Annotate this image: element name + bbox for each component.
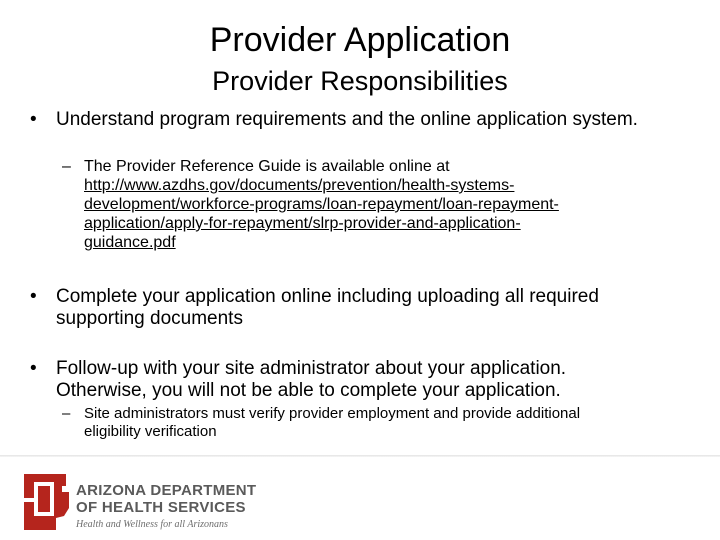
sub-bullet-text-line: Site administrators must verify provider employment and provide additional	[84, 405, 581, 422]
link-line: development/workforce-programs/loan-repayment/loan-repayment-	[84, 196, 559, 213]
bullet-follow-up	[30, 358, 710, 402]
slide-title: Provider Application	[209, 21, 511, 59]
sub-bullet-site-administrators	[62, 405, 712, 445]
org-tagline: Health and Wellness for all Arizonans	[76, 519, 228, 530]
slide-subtitle: Provider Responsibilities	[212, 66, 508, 96]
bullet-marker: •	[30, 286, 37, 307]
org-name-line1: ARIZONA DEPARTMENT	[76, 482, 257, 499]
footer-divider	[0, 455, 720, 457]
bullet-text-line: Follow-up with your site administrator about your application.	[56, 358, 567, 379]
bullet-text-line: supporting documents	[56, 308, 243, 329]
bullet-text: Understand program requirements and the online application system.	[56, 109, 638, 130]
bullet-text-line: Otherwise, you will not be able to complete your application.	[56, 380, 561, 401]
sub-bullet-text: The Provider Reference Guide is available online at	[84, 158, 450, 175]
bullet-text-line: Complete your application online including uploading all required	[56, 286, 599, 307]
bullet-marker: •	[30, 109, 37, 130]
sub-bullet-reference-guide	[62, 157, 712, 257]
link-line: guidance.pdf	[84, 234, 176, 251]
org-name-line2: OF HEALTH SERVICES	[76, 499, 246, 516]
sub-bullet-marker: –	[62, 405, 71, 422]
bullet-marker: •	[30, 358, 37, 379]
link-line: application/apply-for-repayment/slrp-provider-and-application-	[84, 215, 521, 232]
sub-bullet-marker: –	[62, 158, 71, 175]
azdhs-logo-icon	[22, 472, 72, 532]
link-line: http://www.azdhs.gov/documents/prevention/health-systems-	[84, 177, 515, 194]
bullet-understand-requirements	[30, 109, 710, 131]
sub-bullet-text-line: eligibility verification	[84, 423, 217, 440]
reference-guide-link[interactable]	[84, 176, 704, 252]
bullet-complete-application	[30, 286, 710, 330]
